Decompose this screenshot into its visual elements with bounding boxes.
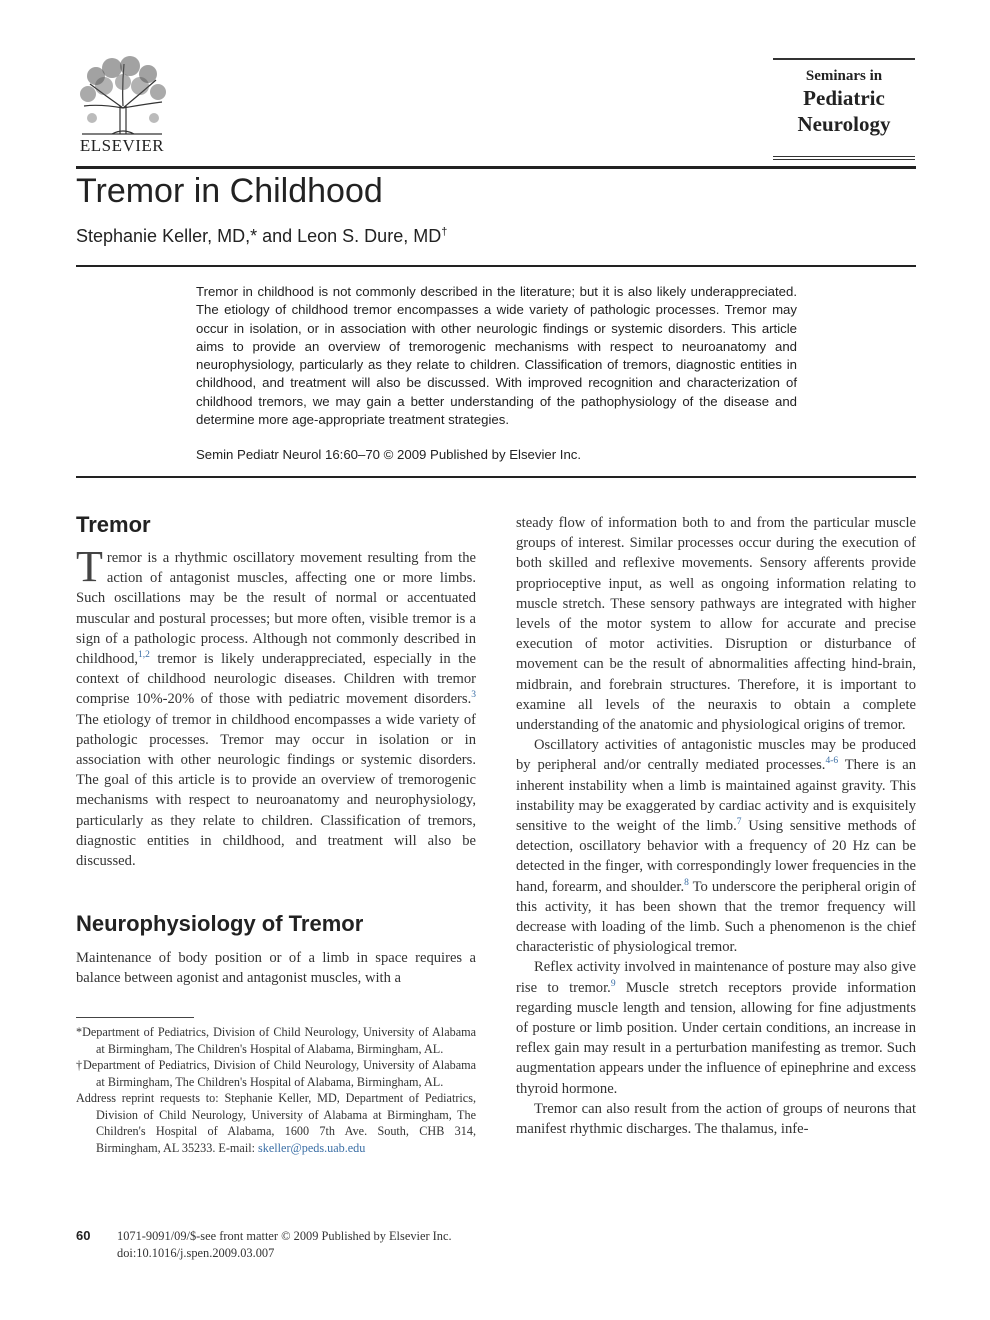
text-run: There is an inherent instability when a limb is maintained against gravity. This instability may be exaggerated by cardiac activity and is exquisitely sensitive to the weight of the limb.	[516, 757, 916, 835]
abstract: Tremor in childhood is not commonly described in the literature; but it is also likely underappreciated. The etiology of childhood tremor encompasses a wide variety of pathologic processes. Tremor may occur in isolation, or in association with other neurologic findings or systemic disorders. This article aims to provide an overview of tremorogenic mechanisms with respect to neuroanatomy and neurophysiology, particularly as they relate to children. Classification of tremors, diagnostic entities in childhood, and treatment will also be discussed. With improved recognition and characterization of childhood tremors, we may gain a better understanding of the pathophysiology of the disease and determine more age-appropriate treatment strategies.	[196, 284, 797, 428]
neurophysiology-paragraph	[76, 948, 476, 988]
article-title: Tremor in Childhood	[76, 172, 383, 210]
publisher-name: ELSEVIER	[79, 136, 165, 155]
paragraph: Tremor can also result from the action of groups of neurons that manifest rhythmic discharges. The thalamus, infe-	[516, 1100, 916, 1138]
journal-name-line2: Neurology	[797, 112, 891, 136]
reference-link[interactable]: 4-6	[825, 756, 839, 767]
footnote-rule	[76, 1017, 194, 1018]
text-run: To underscore the peripheral origin of this activity, it has been shown that the tremor frequency will decrease with loading of the limb. Such a phenomenon is the chief characteristic of physiological tremor.	[516, 878, 917, 956]
text-run: Reflex activity involved in maintenance of posture may also give rise to tremor.	[516, 959, 916, 996]
section-heading-tremor: Tremor	[76, 512, 151, 537]
reference-link[interactable]: 1,2	[138, 650, 150, 661]
reference-link[interactable]: 3	[471, 690, 476, 701]
paragraph	[516, 957, 916, 1098]
footnote: †Department of Pediatrics, Division of Child Neurology, University of Alabama at Birmingham, The Children's Hospital of Alabama, Birmingham, AL.	[76, 1058, 476, 1089]
author-dagger: †	[441, 226, 448, 238]
page-number: 60	[76, 1228, 91, 1243]
text-run: Maintenance of body position or of a limb in space requires a balance between agonist and antagonist muscles, with a	[76, 950, 476, 987]
text-run: tremor is likely underappreciated, especially in the context of childhood neurologic diseases. Children with tremor comprise 10%-20% of those with pediatric movement disorders.	[76, 651, 476, 708]
section-heading-neurophysiology: Neurophysiology of Tremor	[76, 911, 364, 936]
front-matter	[117, 1228, 452, 1262]
article-authors	[76, 226, 447, 247]
drop-cap: T	[76, 542, 103, 591]
right-column	[516, 513, 916, 1139]
footnote-text: Address reprint requests to: Stephanie Keller, MD, Department of Pediatrics, Division of Child Neurology, University of Alabama at Birmingham, The Children's Hospital of Alabama, 1600 7th Ave. South, CHB 314, Birmingham, AL 35233. E-mail:	[76, 1091, 476, 1155]
paragraph: steady flow of information both to and from the particular muscle groups of interest. Similar processes occur during the execution of both skilled and reflexive movements. Sensory afferents provide proprioceptive input, as well as ongoing information relating to muscle stretch. These sensory pathways are integrated with higher levels of the motor system to allow for accurate and precise execution of motor activities. Disruption or disturbance of movement can be the result of abnormalities affecting hind-brain, midbrain, and forebrain structures. Therefore, it is important to examine all levels of the neuraxis to obtain a complete understanding of the anatomic and physiological origins of tremor.	[516, 515, 916, 734]
footnote: *Department of Pediatrics, Division of Child Neurology, University of Alabama at Birmingham, The Children's Hospital of Alabama, Birmingham, AL.	[76, 1025, 476, 1056]
tremor-paragraph	[76, 542, 476, 871]
journal-name-line1: Pediatric	[803, 86, 885, 110]
email-link[interactable]: skeller@peds.uab.edu	[258, 1140, 366, 1155]
reference-link[interactable]: 9	[610, 978, 616, 989]
reference-link[interactable]: 7	[736, 817, 742, 828]
text-run: Using sensitive methods of detection, oscillatory behavior with a frequency of 20 Hz can be detected in the finger, with correspondingly lower frequencies in the hand, forearm, and shoulder.	[516, 818, 916, 895]
abstract-top-rule	[76, 265, 916, 267]
journal-title-box	[773, 58, 915, 160]
paragraph	[516, 735, 916, 957]
text-run: Muscle stretch receptors provide information regarding muscle length and tension, allowing for fine adjustments of posture or limb position. Under certain conditions, an increase in reflex gain may result in a perturbation manifesting as tremor. Such augmentation appears under the influence of epinephrine and excess thyroid hormone.	[516, 979, 916, 1097]
footnotes	[76, 1024, 476, 1156]
abstract-bottom-rule	[76, 476, 916, 478]
copyright-line: 1071-9091/09/$-see front matter © 2009 Published by Elsevier Inc.	[117, 1229, 452, 1243]
journal-series: Seminars in	[805, 68, 883, 84]
text-run: Oscillatory activities of antagonistic muscles may be produced by peripheral and/or centrally mediated processes.	[516, 737, 916, 774]
reference-link[interactable]: 8	[684, 877, 689, 888]
text-run: remor is a rhythmic oscillatory movement resulting from the action of antagonist muscles, affecting one or more limbs. Such oscillations may be the result of normal or accentuated muscular and postural processes; but more often, visible tremor is a sign of a pathologic process. Although not commonly described in childhood,	[76, 550, 476, 668]
footnote	[76, 1090, 476, 1156]
doi[interactable]: doi:10.1016/j.spen.2009.03.007	[117, 1246, 275, 1260]
header-rule	[76, 166, 916, 169]
text-run: The etiology of tremor in childhood encompasses a wide variety of pathologic processes. Tremor may occur in isolation or in association with other neurologic findings or systemic disorders. The goal of this article is to provide an overview of tremorogenic mechanisms with respect to neuroanatomy and neurophysiology, particularly as they relate to children. Classification of tremors, diagnostic entities in childhood, and treatment will also be discussed.	[76, 711, 476, 870]
authors-text: Stephanie Keller, MD,* and Leon S. Dure, MD	[76, 226, 442, 246]
citation: Semin Pediatr Neurol 16:60–70 © 2009 Published by Elsevier Inc.	[196, 447, 582, 462]
